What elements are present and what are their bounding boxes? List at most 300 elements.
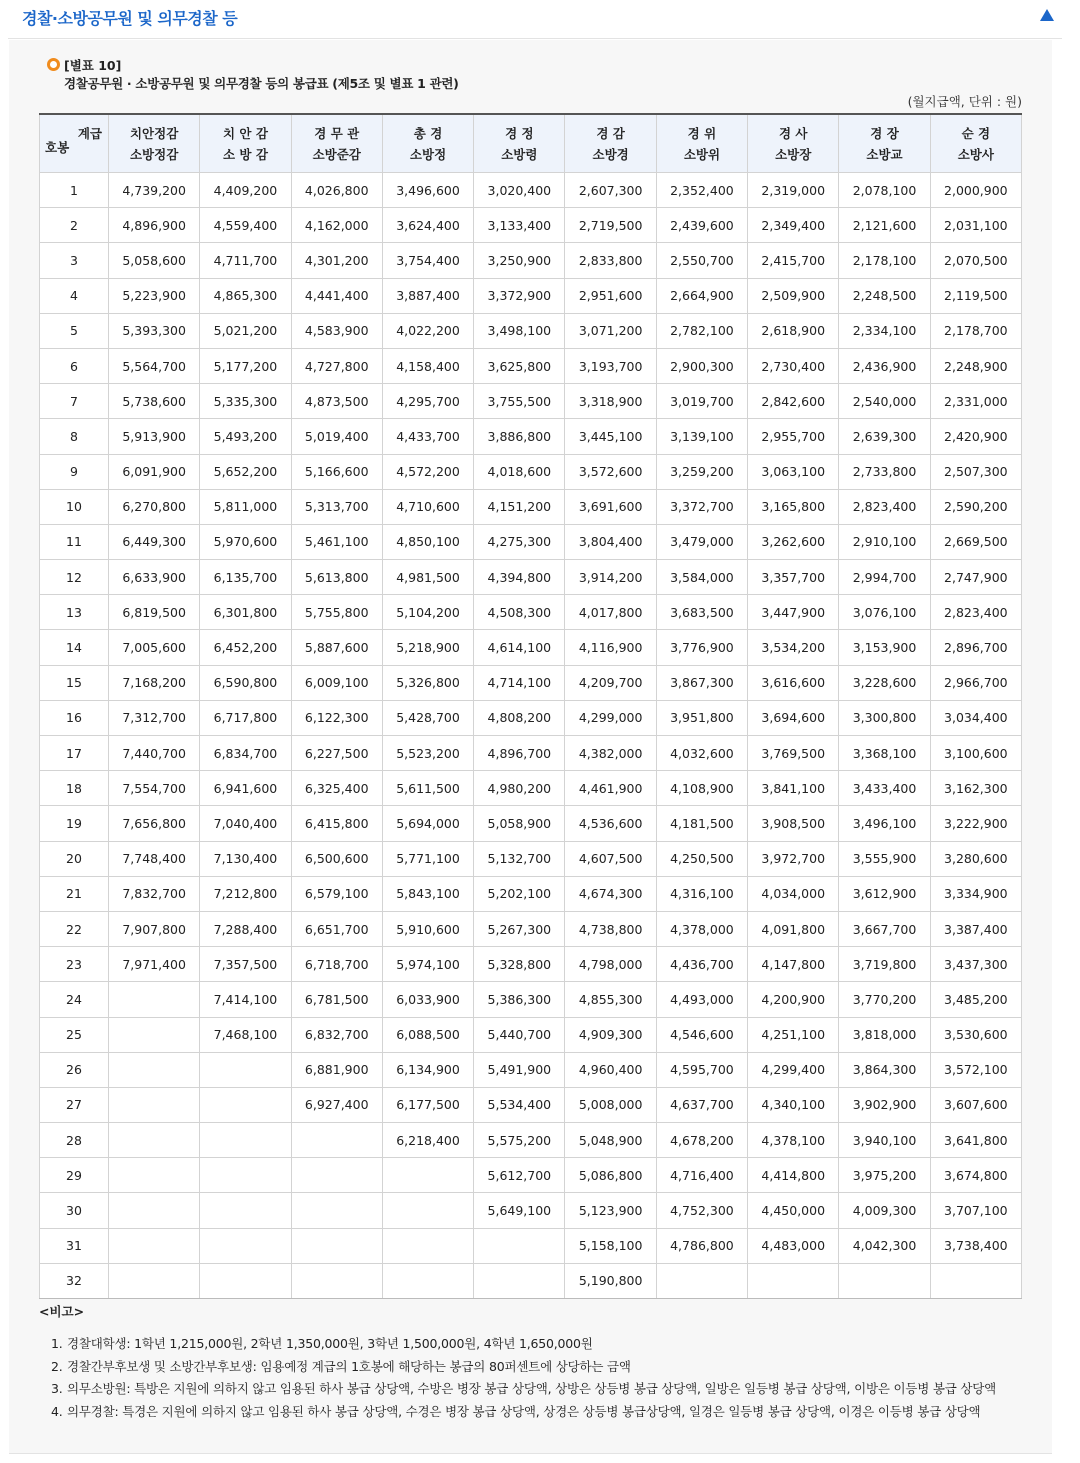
salary-cell: 6,881,900 [291, 1052, 382, 1087]
salary-cell [291, 1123, 382, 1158]
salary-cell: 2,439,600 [656, 208, 747, 243]
salary-cell: 6,415,800 [291, 806, 382, 841]
table-row [40, 1263, 1022, 1298]
salary-cell: 2,823,400 [930, 595, 1021, 630]
salary-cell: 2,178,100 [839, 243, 930, 278]
salary-cell: 4,026,800 [291, 173, 382, 208]
salary-cell: 4,162,000 [291, 208, 382, 243]
salary-cell: 6,834,700 [200, 736, 291, 771]
table-row [40, 1158, 1022, 1193]
step-cell: 30 [40, 1193, 109, 1228]
salary-cell: 5,613,800 [291, 560, 382, 595]
step-cell: 31 [40, 1228, 109, 1263]
salary-cell: 5,887,600 [291, 630, 382, 665]
salary-cell: 6,590,800 [200, 665, 291, 700]
salary-cell: 5,612,700 [474, 1158, 565, 1193]
fire-rank-label: 소방정감 [129, 146, 179, 162]
rank-column-header [474, 114, 565, 173]
salary-cell: 5,534,400 [474, 1087, 565, 1122]
rank-column-header [109, 114, 200, 173]
salary-cell: 5,086,800 [565, 1158, 656, 1193]
salary-cell: 3,886,800 [474, 419, 565, 454]
corner-header [40, 114, 109, 173]
salary-cell: 2,833,800 [565, 243, 656, 278]
section-header[interactable] [8, 0, 1062, 39]
rank-column-header [200, 114, 291, 173]
table-row [40, 876, 1022, 911]
rank-column-header [291, 114, 382, 173]
salary-cell: 4,441,400 [291, 278, 382, 313]
step-cell: 21 [40, 876, 109, 911]
fire-rank-label: 소방교 [866, 146, 903, 162]
salary-cell: 4,250,500 [656, 841, 747, 876]
salary-cell [109, 1228, 200, 1263]
salary-cell: 2,639,300 [839, 419, 930, 454]
salary-cell [291, 1193, 382, 1228]
salary-cell [382, 1263, 473, 1298]
salary-cell: 5,058,900 [474, 806, 565, 841]
step-cell: 29 [40, 1158, 109, 1193]
salary-cell: 7,357,500 [200, 947, 291, 982]
salary-cell: 4,461,900 [565, 771, 656, 806]
remark-item [39, 1402, 996, 1425]
salary-cell: 4,251,100 [748, 1017, 839, 1052]
salary-cell: 6,218,400 [382, 1123, 473, 1158]
salary-cell: 4,714,100 [474, 665, 565, 700]
table-header-row [40, 114, 1022, 173]
salary-cell: 3,496,100 [839, 806, 930, 841]
step-cell: 8 [40, 419, 109, 454]
salary-cell: 4,536,600 [565, 806, 656, 841]
salary-cell: 2,540,000 [839, 384, 930, 419]
salary-cell: 5,694,000 [382, 806, 473, 841]
salary-cell: 2,842,600 [748, 384, 839, 419]
collapse-arrow-icon[interactable] [1040, 9, 1054, 21]
salary-cell: 3,447,900 [748, 595, 839, 630]
salary-cell: 3,625,800 [474, 348, 565, 383]
salary-cell [474, 1228, 565, 1263]
salary-cell: 4,583,900 [291, 313, 382, 348]
salary-cell: 5,393,300 [109, 313, 200, 348]
salary-cell: 2,719,500 [565, 208, 656, 243]
remark-text: 경찰대학생: 1학년 1,215,000원, 2학년 1,350,000원, 3학년 1,500,000원, 4학년 1,650,000원 [67, 1336, 593, 1351]
salary-cell: 4,909,300 [565, 1017, 656, 1052]
table-row [40, 1087, 1022, 1122]
salary-cell: 6,033,900 [382, 982, 473, 1017]
table-row [40, 1123, 1022, 1158]
salary-cell: 3,624,400 [382, 208, 473, 243]
salary-cell: 4,116,900 [565, 630, 656, 665]
salary-cell: 6,718,700 [291, 947, 382, 982]
salary-cell [109, 1158, 200, 1193]
salary-cell: 4,493,000 [656, 982, 747, 1017]
salary-cell: 5,974,100 [382, 947, 473, 982]
salary-cell: 5,177,200 [200, 348, 291, 383]
salary-cell [930, 1263, 1021, 1298]
salary-cell [474, 1263, 565, 1298]
salary-cell: 5,218,900 [382, 630, 473, 665]
police-rank-label: 순 경 [961, 125, 991, 141]
salary-cell: 3,908,500 [748, 806, 839, 841]
salary-cell: 4,637,700 [656, 1087, 747, 1122]
remark-item [39, 1357, 996, 1380]
salary-cell: 4,572,200 [382, 454, 473, 489]
salary-cell: 7,656,800 [109, 806, 200, 841]
salary-cell: 3,300,800 [839, 700, 930, 735]
step-cell: 26 [40, 1052, 109, 1087]
salary-cell: 4,017,800 [565, 595, 656, 630]
remark-number: 3. [51, 1381, 63, 1396]
table-row [40, 243, 1022, 278]
salary-cell: 2,994,700 [839, 560, 930, 595]
salary-cell: 7,468,100 [200, 1017, 291, 1052]
salary-cell: 3,641,800 [930, 1123, 1021, 1158]
content-panel [9, 40, 1052, 1454]
remarks-heading: <비고> [39, 1304, 85, 1319]
rank-column-header [565, 114, 656, 173]
salary-cell: 2,078,100 [839, 173, 930, 208]
salary-cell: 3,280,600 [930, 841, 1021, 876]
table-row [40, 911, 1022, 946]
remark-number: 1. [51, 1336, 63, 1351]
rank-column-header [748, 114, 839, 173]
salary-cell: 4,865,300 [200, 278, 291, 313]
step-cell: 2 [40, 208, 109, 243]
salary-cell: 5,104,200 [382, 595, 473, 630]
salary-cell: 3,530,600 [930, 1017, 1021, 1052]
salary-cell: 7,288,400 [200, 911, 291, 946]
salary-cell: 7,130,400 [200, 841, 291, 876]
salary-cell: 3,694,600 [748, 700, 839, 735]
salary-cell: 5,461,100 [291, 524, 382, 559]
salary-cell [382, 1228, 473, 1263]
step-cell: 32 [40, 1263, 109, 1298]
salary-cell: 2,900,300 [656, 348, 747, 383]
remark-text: 의무경찰: 특경은 지원에 의하지 않고 임용된 하사 봉급 상당액, 수경은 병장 봉급 상당액, 상경은 상등병 봉급상당액, 일경은 일등병 봉급 상당액, 이경은 이등병 봉급 상당액 [67, 1403, 981, 1419]
table-row [40, 700, 1022, 735]
salary-cell: 3,034,400 [930, 700, 1021, 735]
salary-cell: 3,485,200 [930, 982, 1021, 1017]
police-rank-label: 경 정 [505, 125, 534, 141]
police-rank-label: 경 무 관 [314, 125, 360, 141]
salary-cell: 7,748,400 [109, 841, 200, 876]
table-row [40, 454, 1022, 489]
salary-cell: 5,523,200 [382, 736, 473, 771]
salary-cell: 4,873,500 [291, 384, 382, 419]
salary-cell: 2,509,900 [748, 278, 839, 313]
salary-cell: 5,158,100 [565, 1228, 656, 1263]
salary-cell: 2,420,900 [930, 419, 1021, 454]
salary-cell: 4,181,500 [656, 806, 747, 841]
salary-cell: 3,262,600 [748, 524, 839, 559]
salary-cell: 5,166,600 [291, 454, 382, 489]
salary-cell: 3,755,500 [474, 384, 565, 419]
salary-cell: 6,088,500 [382, 1017, 473, 1052]
salary-cell [200, 1052, 291, 1087]
salary-cell: 3,433,400 [839, 771, 930, 806]
table-row [40, 806, 1022, 841]
salary-cell [109, 982, 200, 1017]
salary-cell: 5,564,700 [109, 348, 200, 383]
salary-cell: 4,299,000 [565, 700, 656, 735]
salary-cell: 2,248,500 [839, 278, 930, 313]
police-rank-label: 경 사 [778, 125, 808, 141]
salary-cell [200, 1228, 291, 1263]
salary-cell [382, 1158, 473, 1193]
salary-cell [839, 1263, 930, 1298]
remark-text: 의무소방원: 특방은 지원에 의하지 않고 임용된 하사 봉급 상당액, 수방은 병장 봉급 상당액, 상방은 상등병 봉급 상당액, 일방은 일등병 봉급 상당액, 이방은 이등병 봉급 상당액 [67, 1381, 997, 1396]
salary-cell: 4,091,800 [748, 911, 839, 946]
salary-cell: 2,782,100 [656, 313, 747, 348]
police-rank-label: 총 경 [413, 125, 443, 141]
salary-cell: 6,091,900 [109, 454, 200, 489]
table-row [40, 173, 1022, 208]
salary-cell: 7,832,700 [109, 876, 200, 911]
circle-bullet-icon [47, 58, 60, 71]
salary-cell: 3,222,900 [930, 806, 1021, 841]
remark-text: 경찰간부후보생 및 소방간부후보생: 임용예정 계급의 1호봉에 해당하는 봉급의 80퍼센트에 상당하는 금액 [67, 1358, 631, 1374]
salary-cell: 2,349,400 [748, 208, 839, 243]
salary-cell: 2,733,800 [839, 454, 930, 489]
salary-cell: 4,595,700 [656, 1052, 747, 1087]
salary-cell: 3,445,100 [565, 419, 656, 454]
salary-cell: 3,674,800 [930, 1158, 1021, 1193]
police-rank-label: 치 안 감 [222, 125, 268, 141]
step-cell: 3 [40, 243, 109, 278]
salary-cell: 3,612,900 [839, 876, 930, 911]
salary-cell: 4,158,400 [382, 348, 473, 383]
salary-cell: 6,781,500 [291, 982, 382, 1017]
salary-cell: 7,907,800 [109, 911, 200, 946]
salary-cell: 3,139,100 [656, 419, 747, 454]
police-rank-label: 경 감 [596, 125, 625, 141]
salary-cell: 3,019,700 [656, 384, 747, 419]
salary-cell: 4,275,300 [474, 524, 565, 559]
salary-cell: 6,122,300 [291, 700, 382, 735]
salary-cell: 4,147,800 [748, 947, 839, 982]
salary-cell: 6,134,900 [382, 1052, 473, 1087]
salary-cell: 3,387,400 [930, 911, 1021, 946]
step-cell: 1 [40, 173, 109, 208]
salary-cell: 4,340,100 [748, 1087, 839, 1122]
salary-cell: 7,040,400 [200, 806, 291, 841]
salary-cell: 5,843,100 [382, 876, 473, 911]
salary-cell: 2,334,100 [839, 313, 930, 348]
salary-cell: 3,754,400 [382, 243, 473, 278]
remark-number: 2. [51, 1358, 63, 1374]
salary-cell: 5,202,100 [474, 876, 565, 911]
table-row [40, 1052, 1022, 1087]
salary-cell: 7,312,700 [109, 700, 200, 735]
salary-cell: 3,770,200 [839, 982, 930, 1017]
table-row [40, 524, 1022, 559]
salary-cell: 4,508,300 [474, 595, 565, 630]
salary-cell: 3,193,700 [565, 348, 656, 383]
police-rank-label: 경 위 [687, 125, 717, 141]
salary-cell: 4,108,900 [656, 771, 747, 806]
salary-cell: 3,776,900 [656, 630, 747, 665]
salary-cell [291, 1158, 382, 1193]
salary-cell: 4,711,700 [200, 243, 291, 278]
salary-cell: 4,981,500 [382, 560, 473, 595]
salary-cell: 2,951,600 [565, 278, 656, 313]
fire-rank-label: 소방령 [501, 146, 538, 162]
salary-cell: 3,864,300 [839, 1052, 930, 1087]
salary-cell: 3,691,600 [565, 489, 656, 524]
salary-cell: 4,960,400 [565, 1052, 656, 1087]
salary-cell [748, 1263, 839, 1298]
salary-cell: 4,614,100 [474, 630, 565, 665]
salary-cell [109, 1017, 200, 1052]
salary-cell [200, 1123, 291, 1158]
salary-cell: 3,972,700 [748, 841, 839, 876]
step-cell: 12 [40, 560, 109, 595]
salary-cell: 4,409,200 [200, 173, 291, 208]
salary-cell [200, 1158, 291, 1193]
salary-cell: 3,738,400 [930, 1228, 1021, 1263]
salary-cell: 3,020,400 [474, 173, 565, 208]
salary-cell: 5,223,900 [109, 278, 200, 313]
table-row [40, 736, 1022, 771]
section-title: 경찰·소방공무원 및 의무경찰 등 [22, 9, 238, 28]
salary-cell: 2,955,700 [748, 419, 839, 454]
salary-cell: 3,372,700 [656, 489, 747, 524]
salary-cell: 5,328,800 [474, 947, 565, 982]
salary-cell: 3,498,100 [474, 313, 565, 348]
salary-cell [200, 1263, 291, 1298]
salary-cell: 4,896,900 [109, 208, 200, 243]
salary-cell: 3,496,600 [382, 173, 473, 208]
salary-cell: 2,896,700 [930, 630, 1021, 665]
salary-cell: 2,669,500 [930, 524, 1021, 559]
salary-cell: 2,730,400 [748, 348, 839, 383]
salary-cell: 5,428,700 [382, 700, 473, 735]
salary-cell: 5,910,600 [382, 911, 473, 946]
salary-cell: 6,449,300 [109, 524, 200, 559]
salary-cell: 5,755,800 [291, 595, 382, 630]
salary-cell: 6,819,500 [109, 595, 200, 630]
salary-cell: 4,382,000 [565, 736, 656, 771]
step-cell: 24 [40, 982, 109, 1017]
step-cell: 13 [40, 595, 109, 630]
salary-cell: 5,493,200 [200, 419, 291, 454]
step-cell: 28 [40, 1123, 109, 1158]
table-title: 경찰공무원 · 소방공무원 및 의무경찰 등의 봉급표 (제5조 및 별표 1 관련) [64, 76, 459, 91]
salary-cell: 7,971,400 [109, 947, 200, 982]
salary-cell: 3,153,900 [839, 630, 930, 665]
salary-cell: 7,414,100 [200, 982, 291, 1017]
corner-step-label: 호봉 [45, 140, 70, 155]
table-body [40, 173, 1022, 1299]
step-cell: 5 [40, 313, 109, 348]
salary-cell: 5,190,800 [565, 1263, 656, 1298]
salary-cell [291, 1228, 382, 1263]
salary-cell: 4,855,300 [565, 982, 656, 1017]
salary-cell: 6,579,100 [291, 876, 382, 911]
salary-cell: 2,119,500 [930, 278, 1021, 313]
salary-cell [109, 1087, 200, 1122]
salary-cell [200, 1087, 291, 1122]
salary-cell: 4,727,800 [291, 348, 382, 383]
step-cell: 17 [40, 736, 109, 771]
salary-cell: 5,913,900 [109, 419, 200, 454]
salary-cell: 4,674,300 [565, 876, 656, 911]
remark-item [39, 1334, 996, 1357]
salary-cell: 5,611,500 [382, 771, 473, 806]
salary-cell: 5,008,000 [565, 1087, 656, 1122]
annex-number: [별표 10] [64, 58, 122, 73]
salary-cell: 3,372,900 [474, 278, 565, 313]
salary-cell: 5,267,300 [474, 911, 565, 946]
pay-table [39, 113, 1022, 1299]
salary-cell: 3,071,200 [565, 313, 656, 348]
salary-cell: 3,437,300 [930, 947, 1021, 982]
salary-cell: 7,440,700 [109, 736, 200, 771]
salary-cell: 4,414,800 [748, 1158, 839, 1193]
salary-cell: 5,313,700 [291, 489, 382, 524]
step-cell: 27 [40, 1087, 109, 1122]
step-cell: 18 [40, 771, 109, 806]
salary-cell: 4,378,100 [748, 1123, 839, 1158]
fire-rank-label: 소 방 감 [222, 146, 268, 162]
salary-cell: 3,719,800 [839, 947, 930, 982]
salary-cell: 5,440,700 [474, 1017, 565, 1052]
step-cell: 4 [40, 278, 109, 313]
fire-rank-label: 소방정 [409, 146, 447, 162]
salary-cell: 4,607,500 [565, 841, 656, 876]
salary-cell: 3,940,100 [839, 1123, 930, 1158]
salary-cell: 4,301,200 [291, 243, 382, 278]
table-row [40, 489, 1022, 524]
salary-cell: 3,572,100 [930, 1052, 1021, 1087]
salary-cell: 3,162,300 [930, 771, 1021, 806]
step-cell: 6 [40, 348, 109, 383]
salary-cell: 2,070,500 [930, 243, 1021, 278]
salary-cell: 6,009,100 [291, 665, 382, 700]
salary-cell: 4,739,200 [109, 173, 200, 208]
salary-cell: 3,063,100 [748, 454, 839, 489]
salary-cell [382, 1193, 473, 1228]
table-row [40, 208, 1022, 243]
salary-cell: 7,554,700 [109, 771, 200, 806]
salary-cell: 6,325,400 [291, 771, 382, 806]
salary-cell: 4,433,700 [382, 419, 473, 454]
step-cell: 23 [40, 947, 109, 982]
salary-cell: 5,048,900 [565, 1123, 656, 1158]
salary-cell: 6,500,600 [291, 841, 382, 876]
table-row [40, 313, 1022, 348]
salary-cell: 3,867,300 [656, 665, 747, 700]
salary-cell: 2,550,700 [656, 243, 747, 278]
salary-cell: 3,902,900 [839, 1087, 930, 1122]
salary-cell: 2,664,900 [656, 278, 747, 313]
salary-cell [656, 1263, 747, 1298]
salary-cell: 5,738,600 [109, 384, 200, 419]
salary-cell: 3,616,600 [748, 665, 839, 700]
salary-cell: 5,326,800 [382, 665, 473, 700]
salary-cell: 2,607,300 [565, 173, 656, 208]
salary-cell: 6,927,400 [291, 1087, 382, 1122]
salary-cell: 6,651,700 [291, 911, 382, 946]
salary-cell: 4,716,400 [656, 1158, 747, 1193]
salary-cell: 4,546,600 [656, 1017, 747, 1052]
salary-cell [109, 1052, 200, 1087]
salary-cell: 4,786,800 [656, 1228, 747, 1263]
salary-cell: 2,248,900 [930, 348, 1021, 383]
salary-cell: 5,123,900 [565, 1193, 656, 1228]
salary-cell: 2,000,900 [930, 173, 1021, 208]
salary-cell: 3,804,400 [565, 524, 656, 559]
